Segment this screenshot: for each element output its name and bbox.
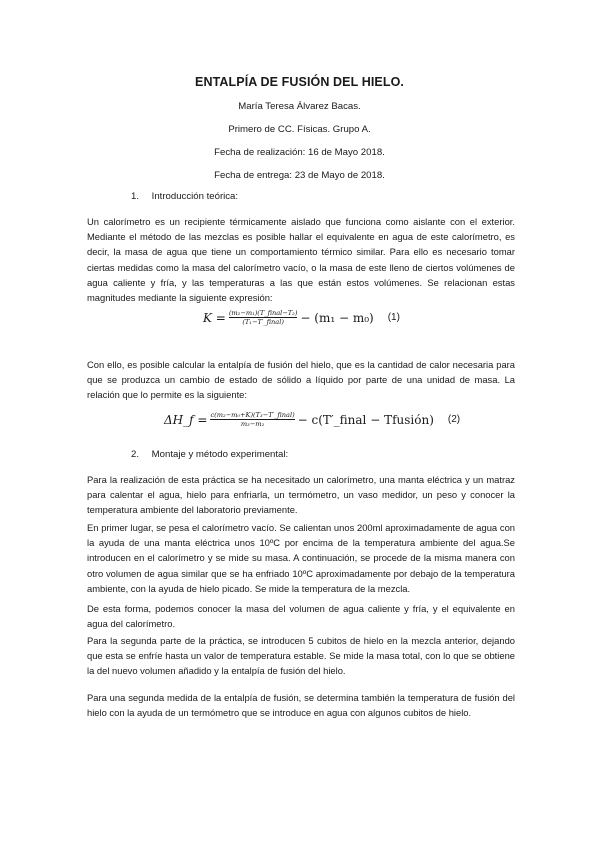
document-title: ENTALPÍA DE FUSIÓN DEL HIELO. <box>195 75 404 89</box>
section-2-paragraph-1: Para la realización de esta práctica se ha necesitado un calorímetro, una manta eléctrica y un matraz para calentar el agua, hielo para enfriarla, un termómetro, un vaso medidor, un peso y conocer la temperatura ambiente del laboratorio previamente. <box>87 474 515 516</box>
equation-2-rest: − c(T′_final − Tfusión) <box>297 412 434 427</box>
equation-1-lhs: K = <box>203 310 226 325</box>
equation-1-label: (1) <box>387 312 400 323</box>
equation-1-fraction <box>229 309 298 326</box>
equation-2-denominator: m₃−m₂ <box>240 420 265 428</box>
section-2-heading <box>131 449 288 460</box>
section-1-paragraph-2: Con ello, es posible calcular la entalpía de fusión del hielo, que es la cantidad de calor necesaria para que se produzca un cambio de estado de sólido a líquido por parte de una unidad de masa. La relación que lo permite es la siguiente: <box>87 359 515 401</box>
section-2-paragraph-5: Para una segunda medida de la entalpía de fusión, se determina también la temperatura de fusión del hielo con la ayuda de un termómetro que se introduce en agua con algunos cubitos de hielo. <box>87 692 515 719</box>
equation-2-label: (2) <box>447 414 461 425</box>
date-delivered-line: Fecha de entrega: 23 de Mayo de 2018. <box>214 170 385 181</box>
section-1-title: Introducción teórica: <box>151 191 239 202</box>
author-line: María Teresa Álvarez Bacas. <box>238 101 361 112</box>
equation-1 <box>203 309 400 326</box>
section-2-paragraph-4: Para la segunda parte de la práctica, se introducen 5 cubitos de hielo en la mezcla anterior, dejando que esta se enfríe hasta un valor de temperatura estable. Se mide la masa total, con lo que se obtiene la del nuevo volumen añadido y la entalpía de fusión del hielo. <box>87 635 515 677</box>
date-done-line: Fecha de realización: 16 de Mayo 2018. <box>214 147 385 158</box>
equation-1-numerator: (m₂−m₁)(T_final−T₂) <box>228 309 298 317</box>
section-2-paragraph-2: En primer lugar, se pesa el calorímetro vacío. Se calientan unos 200ml aproximadamente de agua con la ayuda de una manta eléctrica unos 10ºC por encima de la temperatura ambiente del agua.Se introducen en el calorímetro y se mide su masa. A continuación, se procede de la misma manera con otro volumen de agua similar que se ha enfriado 10ºC aproximadamente por debajo de la temperatura ambiente, con la ayuda de hielo picado. Se mide la temperatura de la mezcla. <box>87 522 515 594</box>
equation-2-numerator: c(m₂−m₀+K)(T₃−T′_final) <box>210 411 295 419</box>
section-2-title: Montaje y método experimental: <box>151 449 289 460</box>
equation-2-fraction <box>210 411 294 428</box>
equation-2 <box>164 411 460 428</box>
equation-2-lhs: ΔH_f = <box>164 412 208 427</box>
equation-1-denominator: (T₁−T′_final) <box>242 318 284 326</box>
section-1-number: 1. <box>131 191 140 202</box>
course-line: Primero de CC. Físicas. Grupo A. <box>228 124 371 135</box>
section-2-paragraph-3: De esta forma, podemos conocer la masa del volumen de agua caliente y fría, y el equivalente en agua del calorímetro. <box>87 603 515 630</box>
equation-1-rest: − (m₁ − m₀) <box>300 310 374 325</box>
section-1-paragraph-1: Un calorímetro es un recipiente térmicamente aislado que funciona como aislante con el exterior. Mediante el método de las mezclas es posible hallar el equivalente en agua de este calorímetro, es decir, la masa de agua que tiene un comportamiento térmico similar. Para ello es necesario tomar ciertas medidas como la masa del calorímetro vacío, o la masa de este lleno de ciertos volúmenes de agua caliente y fría, y las temperaturas a las que están estos volúmenes. Se relacionan estas magnitudes mediante la siguiente expresión: <box>87 216 515 304</box>
section-1-heading <box>131 191 238 202</box>
section-2-number: 2. <box>131 449 140 460</box>
